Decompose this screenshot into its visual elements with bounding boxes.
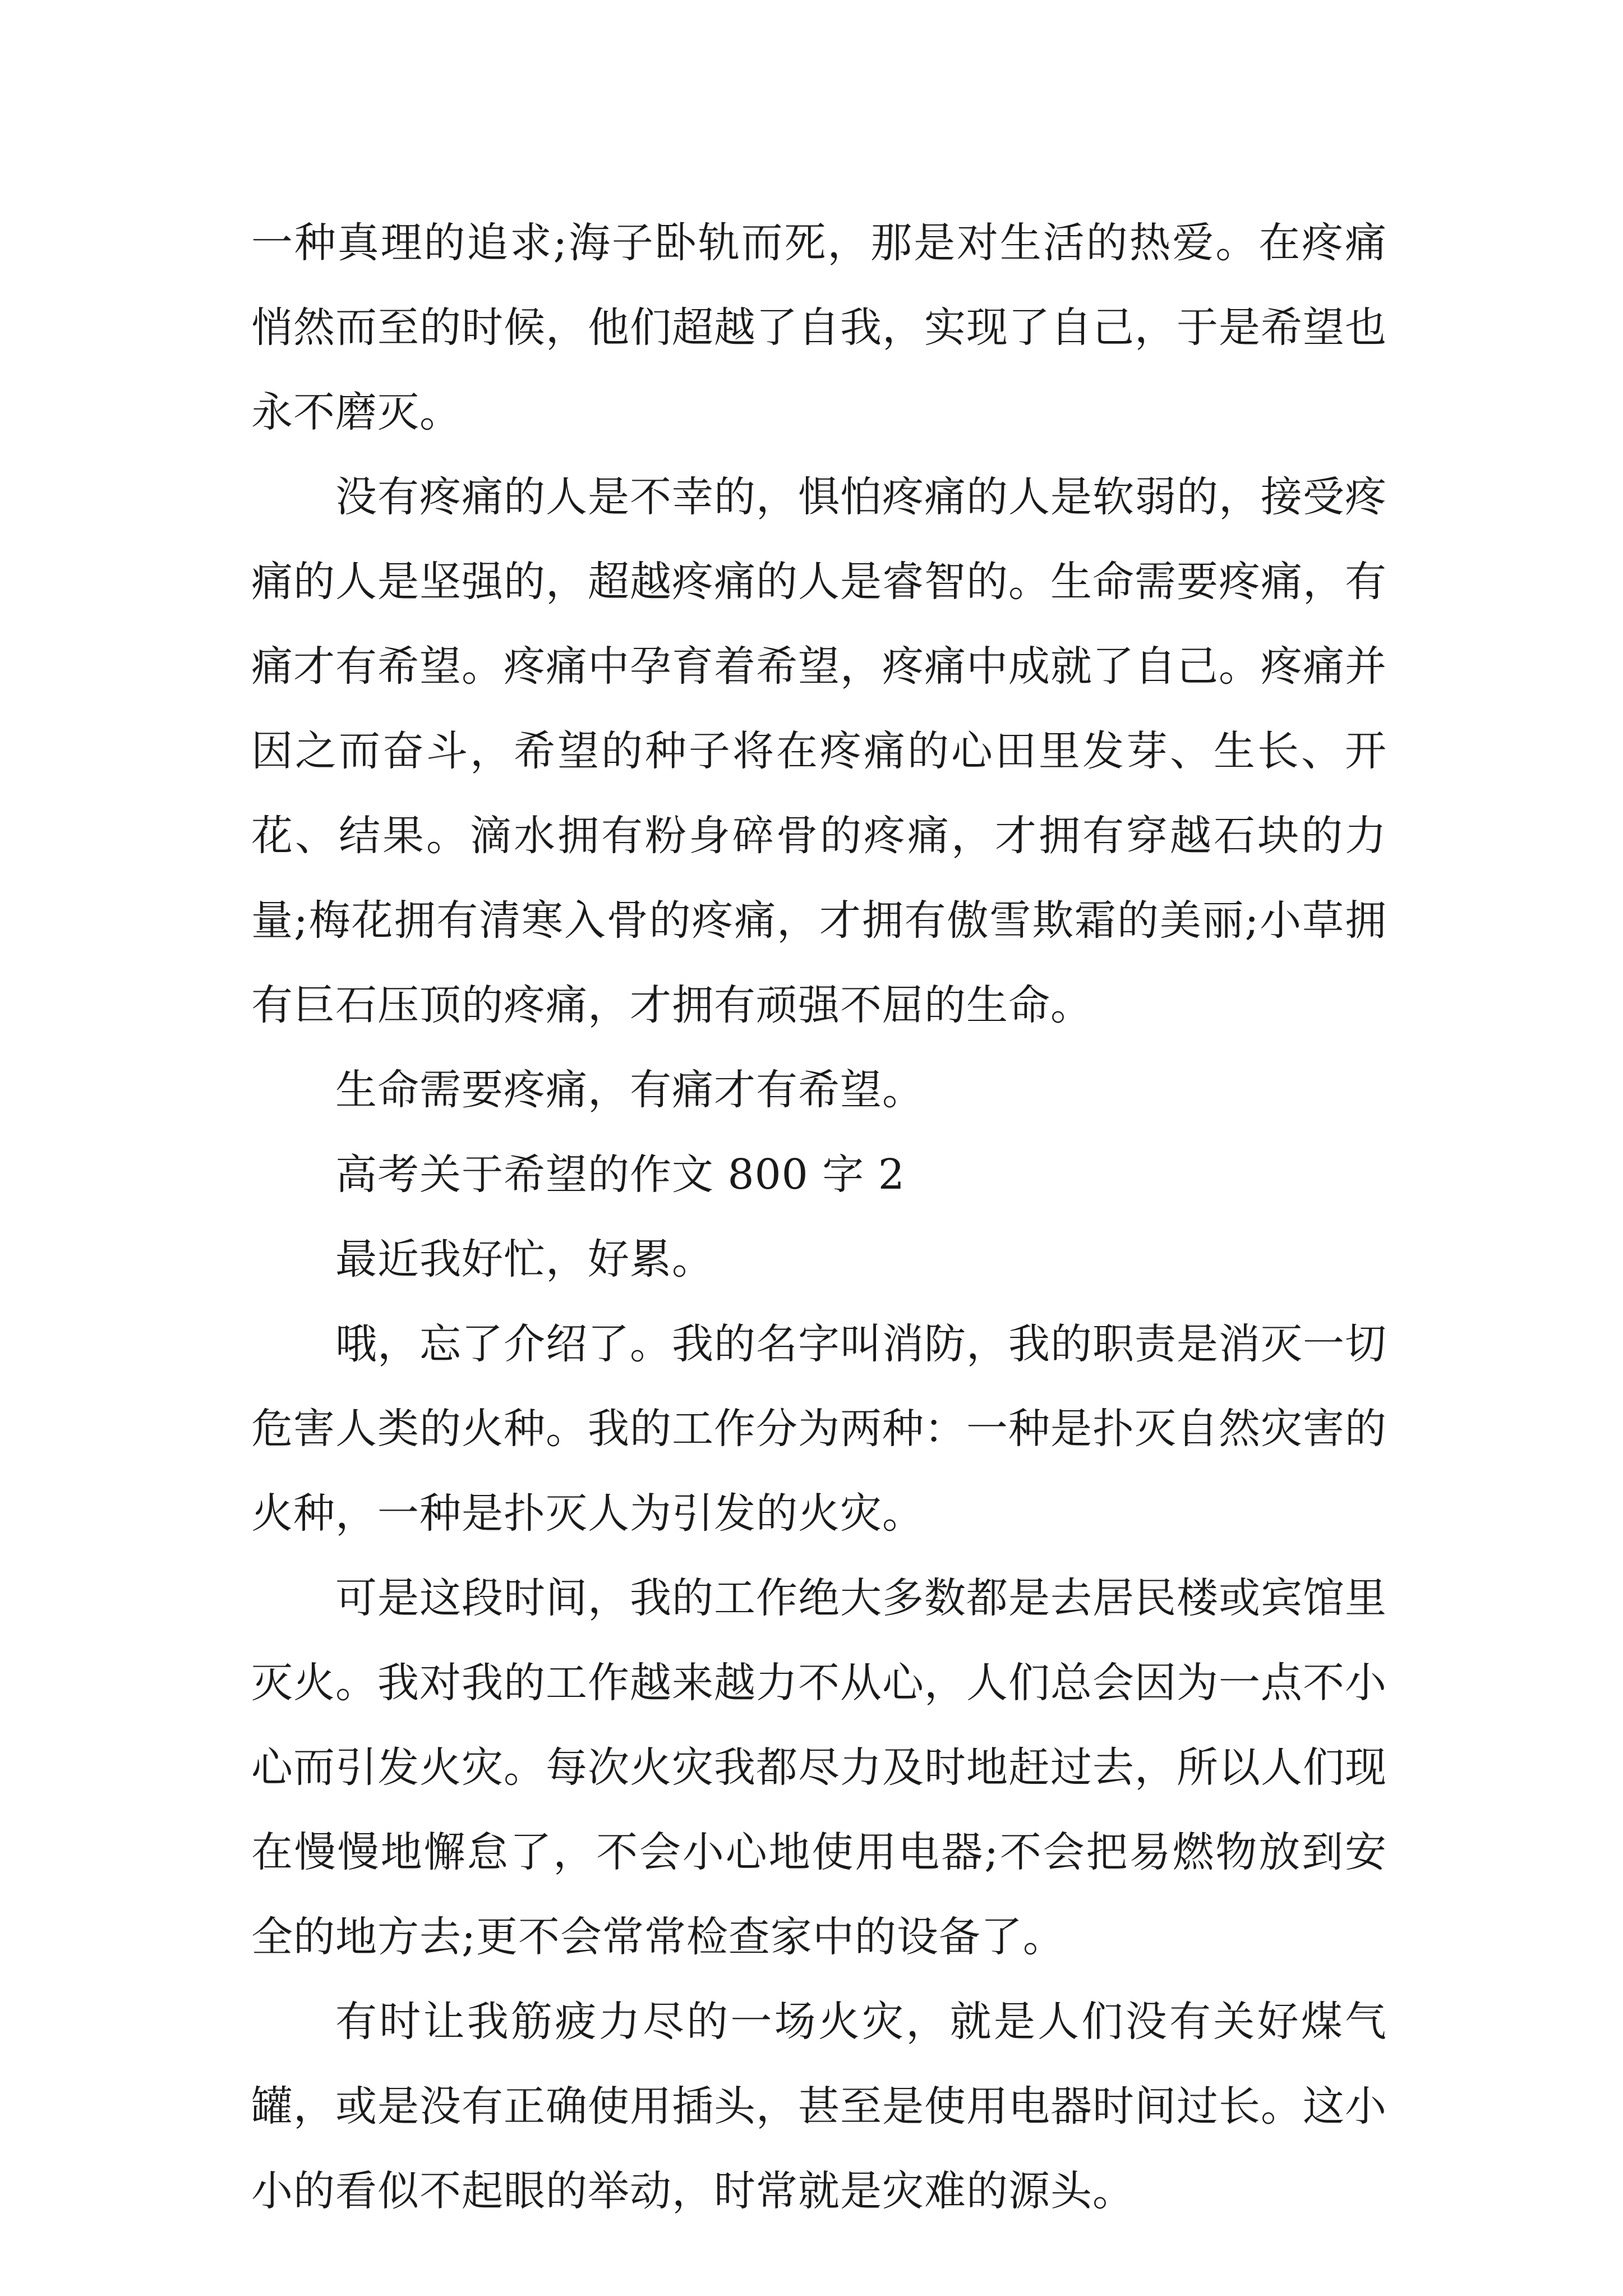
paragraph-continued: 一种真理的追求;海子卧轨而死，那是对生活的热爱。在疼痛悄然而至的时候，他们超越了自我，实现了自己，于是希望也永不磨灭。 [251,219,1387,436]
paragraph: 最近我好忙，好累。 [335,1235,714,1283]
paragraph: 有时让我筋疲力尽的一场火灾，就是人们没有关好煤气罐，或是没有正确使用插头，甚至是使用电器时间过长。这小小的看似不起眼的举动，时常就是灾难的源头。 [251,1998,1387,2215]
document-body [251,201,1387,2234]
paragraph: 哦，忘了介绍了。我的名字叫消防，我的职责是消灭一切危害人类的火种。我的工作分为两种：一种是扑灭自然灾害的火种，一种是扑灭人为引发的火灾。 [251,1320,1387,1538]
paragraph: 没有疼痛的人是不幸的，惧怕疼痛的人是软弱的，接受疼痛的人是坚强的，超越疼痛的人是睿智的。生命需要疼痛，有痛才有希望。疼痛中孕育着希望，疼痛中成就了自己。疼痛并因之而奋斗，希望的种子将在疼痛的心田里发芽、生长、开花、结果。滴水拥有粉身碎骨的疼痛，才拥有穿越石块的力量;梅花拥有清寒入骨的疼痛，才拥有傲雪欺霜的美丽;小草拥有巨石压顶的疼痛，才拥有顽强不屈的生命。 [251,473,1387,1029]
paragraph: 生命需要疼痛，有痛才有希望。 [335,1066,924,1114]
paragraph: 可是这段时间，我的工作绝大多数都是去居民楼或宾馆里灭火。我对我的工作越来越力不从心，人们总会因为一点不小心而引发火灾。每次火灾我都尽力及时地赶过去，所以人们现在慢慢地懈怠了，不会小心地使用电器;不会把易燃物放到安全的地方去;更不会常常检查家中的设备了。 [251,1574,1387,1961]
section-heading: 高考关于希望的作文 800 字 2 [335,1151,905,1199]
